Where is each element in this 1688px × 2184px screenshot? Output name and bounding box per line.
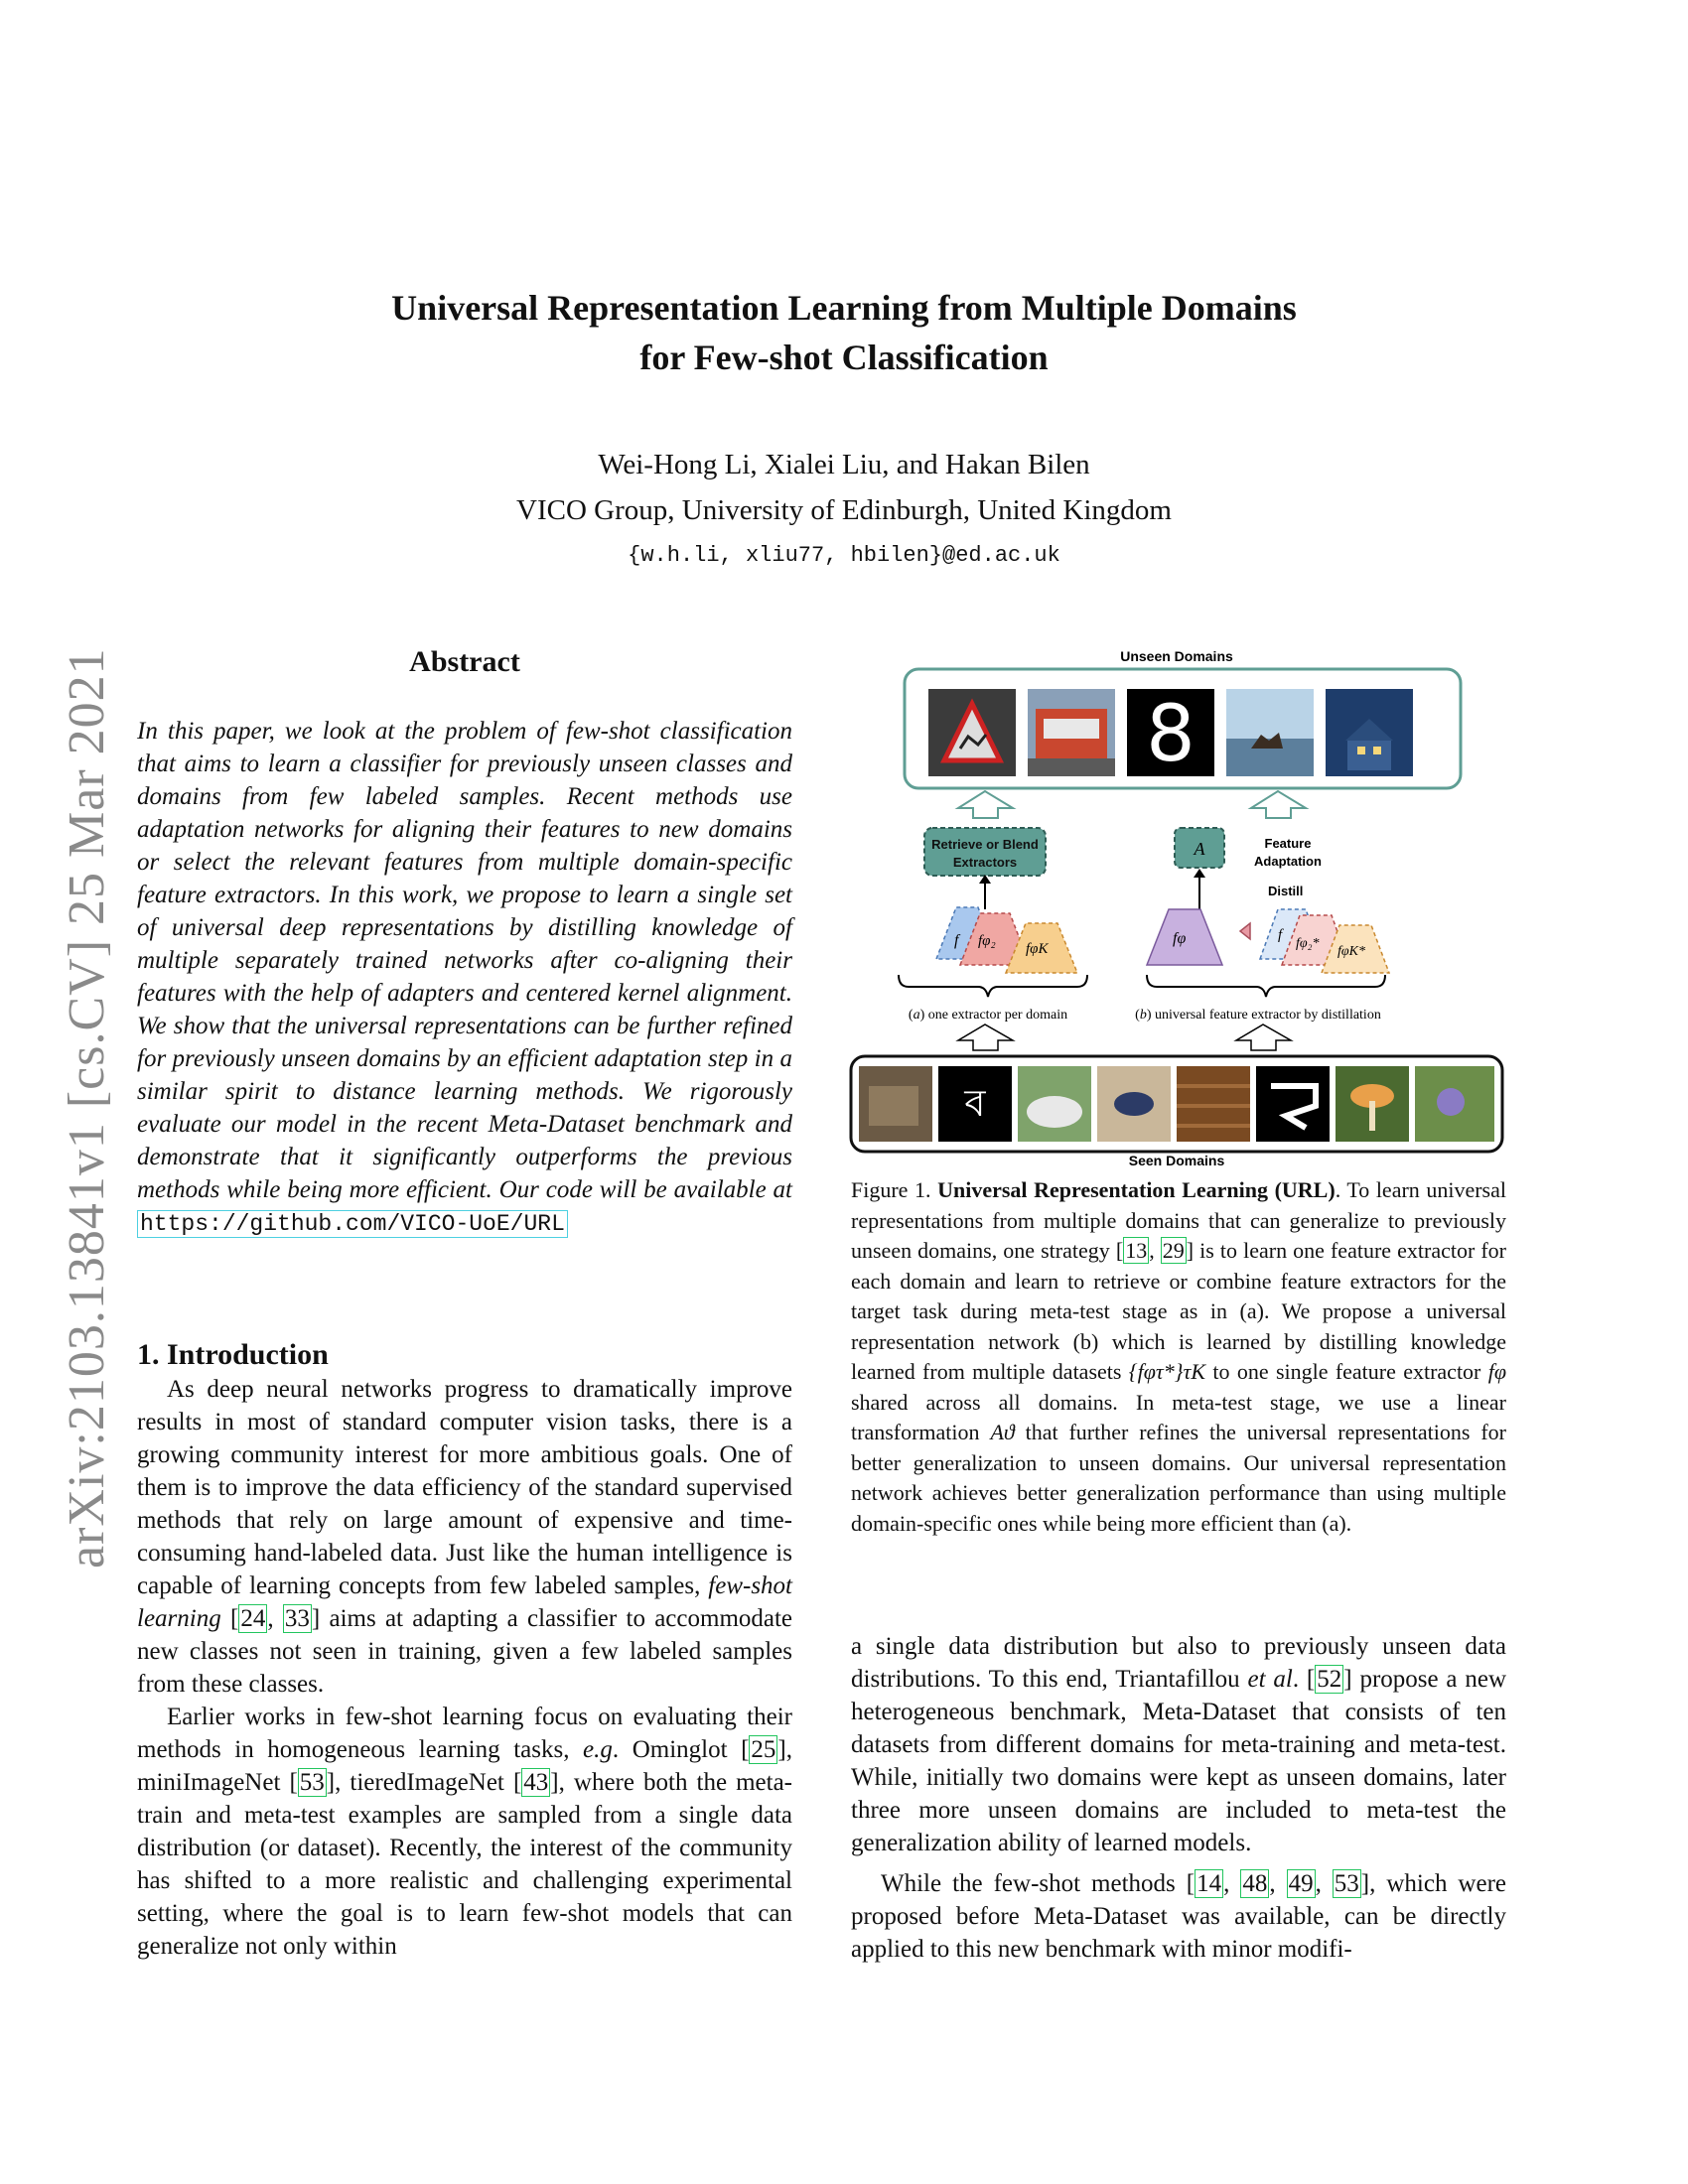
- email: {w.h.li, xliu77, hbilen}@ed.ac.uk: [628, 543, 1060, 568]
- svg-text:ব: ব: [964, 1081, 986, 1125]
- svg-text:Feature: Feature: [1264, 836, 1312, 851]
- unseen-image-2: [1028, 689, 1115, 776]
- svg-text:Extractors: Extractors: [952, 855, 1018, 870]
- intro-paragraph-2: Earlier works in few-shot learning focus on evaluating their methods in homogeneous learning tasks, e.g. Ominglot [25], miniImageNet [53], tieredImageNet [43], where both the meta-train and meta-test examples are sampled from a single data distribution (or dataset). Recently, the interest of the community has shifted to a more realistic and challenging experimental setting, where the goal is to learn few-shot models that can generalize not only within: [137, 1704, 793, 1960]
- intro-left-column: [137, 1373, 792, 1963]
- intro-right-column: [851, 1630, 1506, 1966]
- brace-b: [1147, 975, 1385, 997]
- citation-link[interactable]: 48: [1242, 1870, 1268, 1897]
- arrow-up-icon: [958, 791, 1013, 818]
- svg-text:fφ₂: fφ₂: [978, 933, 996, 949]
- arxiv-stamp: arXiv:2103.13841v1 [cs.CV] 25 Mar 2021: [59, 647, 115, 1569]
- distill-arrow-icon: [1240, 923, 1250, 939]
- svg-text:Retrieve or Blend: Retrieve or Blend: [931, 837, 1039, 852]
- arrow-up-icon: [958, 1024, 1013, 1050]
- svg-text:fφK: fφK: [1026, 941, 1049, 957]
- citation-link[interactable]: 52: [1317, 1666, 1342, 1693]
- seen-domains-label: Seen Domains: [1128, 1153, 1225, 1165]
- seen-image-6: [1256, 1066, 1330, 1142]
- unseen-image-5: [1326, 689, 1413, 776]
- seen-image-4: [1097, 1066, 1171, 1142]
- authors: Wei-Hong Li, Xialei Liu, and Hakan Bilen: [598, 449, 1090, 480]
- title-line-2: for Few-shot Classification: [639, 338, 1049, 377]
- intro-paragraph-3: a single data distribution but also to previously unseen data distributions. To this end, Triantafillou et al. [52] propose a new heterogeneous benchmark, Meta-Dataset that consists of ten datasets from different domains for meta-training and meta-test. While, initially two domains were kept as unseen domains, later three more unseen domains are included to meta-test the generalization ability of learned models.: [851, 1633, 1507, 1856]
- svg-text:f: f: [1278, 927, 1283, 943]
- citation-link[interactable]: 33: [284, 1605, 310, 1632]
- abstract-text: [137, 715, 792, 1241]
- seen-image-5: [1177, 1066, 1250, 1142]
- svg-text:fφ: fφ: [1173, 930, 1187, 947]
- citation-link[interactable]: 13: [1125, 1238, 1148, 1263]
- abstract-heading: Abstract: [409, 645, 520, 678]
- svg-text:f: f: [954, 932, 959, 949]
- citation-link[interactable]: 24: [240, 1605, 266, 1632]
- paper-title: [0, 283, 1688, 382]
- citation-link[interactable]: 43: [523, 1769, 549, 1796]
- seen-image-3: [1018, 1066, 1091, 1142]
- subcaption-a: (a) one extractor per domain: [908, 1008, 1068, 1023]
- unseen-image-1: [928, 689, 1016, 776]
- svg-text:8: 8: [1146, 690, 1196, 779]
- unseen-image-4: [1226, 689, 1314, 776]
- svg-text:fφK*: fφK*: [1337, 944, 1365, 959]
- citation-link[interactable]: 29: [1162, 1238, 1185, 1263]
- seen-image-7: [1336, 1066, 1409, 1142]
- intro-paragraph-4: While the few-shot methods [14, 48, 49, 53], which were proposed before Meta-Dataset was available, can be directly applied to this new benchmark with minor modifi-: [851, 1870, 1507, 1963]
- seen-image-2: [938, 1066, 1012, 1142]
- abstract-body: In this paper, we look at the problem of few-shot classification that aims to learn a classifier for previously unseen classes and domains from few labeled samples. Recent methods use adaptation networks for aligning their features to new domains or select the relevant features from multiple domain-specific feature extractors. In this work, we propose to learn a single set of universal deep representations by distilling knowledge of multiple separately trained networks after co-aligning their features with the help of adapters and centered kernel alignment. We show that the universal representations can be further refined for previously unseen domains by an efficient adaptation step in a similar spirit to distance learning methods. We rigorously evaluate our model in the recent Meta-Dataset benchmark and demonstrate that it significantly outperforms the previous methods while being more efficient. Our code will be available at: [137, 718, 792, 1203]
- arrow-up-icon: [1251, 791, 1306, 818]
- svg-text:fφ₂*: fφ₂*: [1296, 936, 1320, 951]
- section-heading-introduction: 1. Introduction: [137, 1338, 329, 1371]
- arrow-up-icon: [1236, 1024, 1291, 1050]
- citation-link[interactable]: 53: [299, 1769, 325, 1796]
- unseen-domains-label: Unseen Domains: [1120, 649, 1233, 664]
- unseen-image-3: [1127, 689, 1214, 779]
- citation-link[interactable]: 53: [1334, 1870, 1359, 1897]
- seen-image-1: [859, 1066, 932, 1142]
- brace-a: [899, 975, 1087, 997]
- citation-link[interactable]: 14: [1196, 1870, 1222, 1897]
- svg-text:Distill: Distill: [1268, 884, 1304, 898]
- seen-image-8: [1415, 1066, 1494, 1142]
- citation-link[interactable]: 25: [751, 1736, 776, 1763]
- figure-1-diagram: [849, 649, 1504, 1165]
- svg-text:Adaptation: Adaptation: [1254, 854, 1322, 869]
- subcaption-b: (b) universal feature extractor by distillation: [1135, 1008, 1381, 1023]
- citation-link[interactable]: 49: [1288, 1870, 1314, 1897]
- emph-few-shot: few-shot learning: [137, 1572, 792, 1632]
- intro-paragraph-1: As deep neural networks progress to dramatically improve results in most of standard computer vision tasks, there is a growing community interest for more ambitious goals. One of them is to improve the data efficiency of the standard supervised methods that rely on large amount of expensive and time-consuming hand-labeled data. Just like the human intelligence is capable of learning concepts from few labeled samples, few-shot learning [24, 33] aims at adapting a classifier to accommodate new classes not seen in training, given a few labeled samples from these classes.: [137, 1376, 793, 1698]
- svg-text:A: A: [1194, 839, 1205, 859]
- affiliation: VICO Group, University of Edinburgh, United Kingdom: [516, 494, 1172, 526]
- figure-1-caption: Figure 1. Universal Representation Learning (URL). To learn universal representations from multiple domains that can generalize to previously unseen domains, one strategy [13, 29] is to learn one feature extractor for each domain and learn to retrieve or combine feature extractors for the target task during meta-test stage as in (a). We propose a universal representation network (b) which is learned by distilling knowledge learned from multiple datasets {fφτ*}τK to one single feature extractor fφ shared across all domains. In meta-test stage, we use a linear transformation Aϑ that further refines the universal representations for better generalization to unseen domains. Our universal representation network achieves better generalization performance than using multiple domain-specific ones while being more efficient than (a).: [851, 1177, 1507, 1536]
- title-line-1: Universal Representation Learning from Multiple Domains: [391, 288, 1297, 328]
- code-url-link[interactable]: https://github.com/VICO-UoE/URL: [137, 1210, 568, 1238]
